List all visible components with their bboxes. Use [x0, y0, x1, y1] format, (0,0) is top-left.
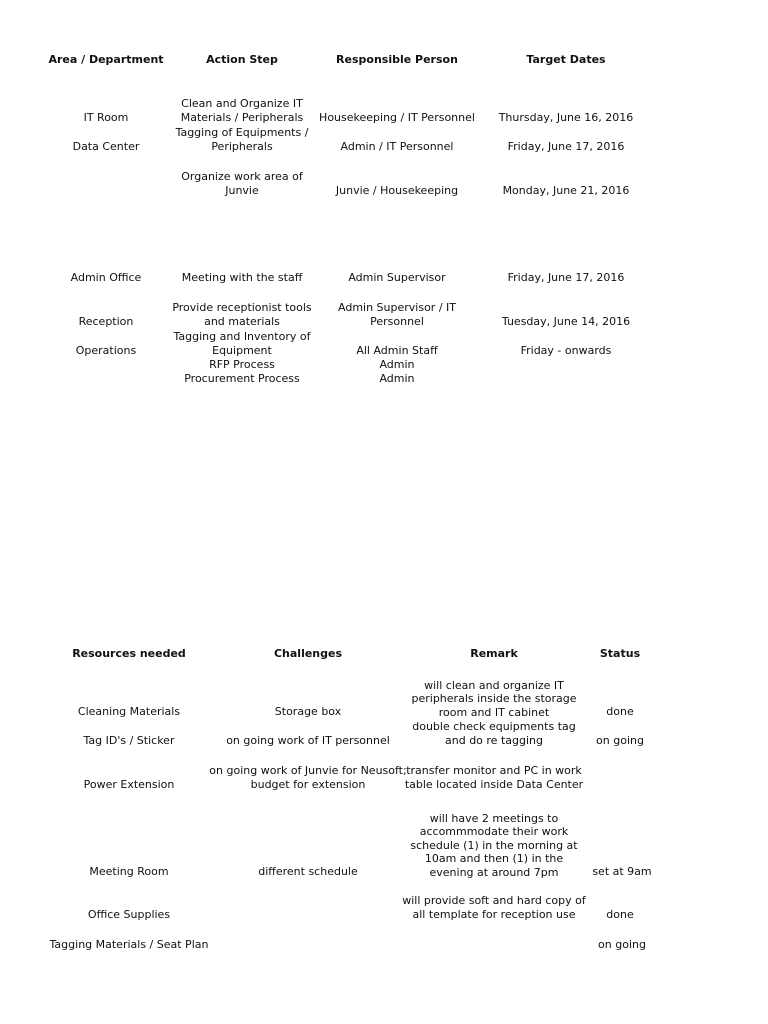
table1-row3-person: Admin Supervisor: [348, 270, 446, 284]
table1-row6-action: RFP Process: [209, 357, 275, 371]
table2-row4-remark: will provide soft and hard copy of all template for reception use: [402, 894, 586, 921]
header-responsible-person: Responsible Person: [336, 52, 458, 66]
table1-row4-action: Provide receptionist tools and materials: [172, 301, 312, 328]
header-challenges: Challenges: [273, 646, 343, 660]
header-remark: Remark: [470, 646, 518, 660]
table2-row1-resource: Tag ID's / Sticker: [83, 733, 175, 747]
table2-row3-resource: Meeting Room: [89, 864, 169, 878]
table2-row1-challenge: on going work of IT personnel: [226, 733, 390, 747]
header-area-department: Area / Department: [48, 52, 164, 66]
table1-row0-person: Housekeeping / IT Personnel: [319, 110, 475, 124]
table2-row1-status: on going: [596, 733, 644, 747]
header-action-step: Action Step: [206, 52, 278, 66]
table1-row5-action: Tagging and Inventory of Equipment: [173, 330, 311, 357]
table2-row3-status: set at 9am: [592, 864, 652, 878]
table2-row0-resource: Cleaning Materials: [77, 704, 181, 718]
table2-row4-status: done: [606, 907, 634, 921]
header-resources-needed: Resources needed: [72, 646, 186, 660]
table1-row1-action: Tagging of Equipments / Peripherals: [175, 126, 309, 153]
table2-row3-challenge: different schedule: [258, 864, 358, 878]
table1-row1-person: Admin / IT Personnel: [340, 139, 454, 153]
table1-row5-area: Operations: [75, 343, 137, 357]
table2-row5-resource: Tagging Materials / Seat Plan: [49, 937, 209, 951]
table1-row7-person: Admin: [379, 371, 415, 385]
table2-row5-status: on going: [598, 937, 646, 951]
table1-row7-action: Procurement Process: [184, 371, 300, 385]
table1-row6-person: Admin: [379, 357, 415, 371]
table1-row1-date: Friday, June 17, 2016: [507, 139, 625, 153]
table1-row3-action: Meeting with the staff: [181, 270, 303, 284]
table1-row1-area: Data Center: [72, 139, 140, 153]
table2-row0-remark: will clean and organize IT peripherals inside the storage room and IT cabinet: [411, 678, 577, 719]
table1-row2-action: Organize work area of Junvie: [181, 170, 303, 197]
table1-row2-person: Junvie / Housekeeping: [335, 183, 459, 197]
table1-row2-area: [40, 170, 172, 197]
header-status: Status: [599, 646, 641, 660]
table2-row2-remark: transfer monitor and PC in work table located inside Data Center: [404, 764, 584, 791]
table1-row0-date: Thursday, June 16, 2016: [498, 110, 634, 124]
table1-row5-person: All Admin Staff: [356, 343, 438, 357]
table2-row2-challenge: on going work of Junvie for Neusoft; budget for extension: [209, 764, 407, 791]
table1-row3-area: Admin Office: [70, 270, 142, 284]
table2-row3-remark: will have 2 meetings to accommmodate their work schedule (1) in the morning at 10am and then (1) in the evening at around 7pm: [410, 811, 578, 879]
table2-row2-resource: Power Extension: [83, 777, 175, 791]
table1-row4-person: Admin Supervisor / IT Personnel: [338, 301, 456, 328]
table2-row1-remark: double check equipments tag and do re tagging: [412, 720, 576, 747]
table1-row0-action: Clean and Organize IT Materials / Peripherals: [180, 97, 304, 124]
table1-row4-area: Reception: [78, 314, 134, 328]
table2-row0-challenge: Storage box: [274, 704, 342, 718]
table1-row0-area: IT Room: [83, 110, 129, 124]
header-target-dates: Target Dates: [526, 52, 606, 66]
table1-row3-date: Friday, June 17, 2016: [507, 270, 625, 284]
table1-row4-date: Tuesday, June 14, 2016: [501, 314, 631, 328]
table2-row0-status: done: [606, 704, 634, 718]
table1-row5-date: Friday - onwards: [520, 343, 612, 357]
table2-row4-resource: Office Supplies: [87, 907, 171, 921]
table1-row2-date: Monday, June 21, 2016: [502, 183, 630, 197]
